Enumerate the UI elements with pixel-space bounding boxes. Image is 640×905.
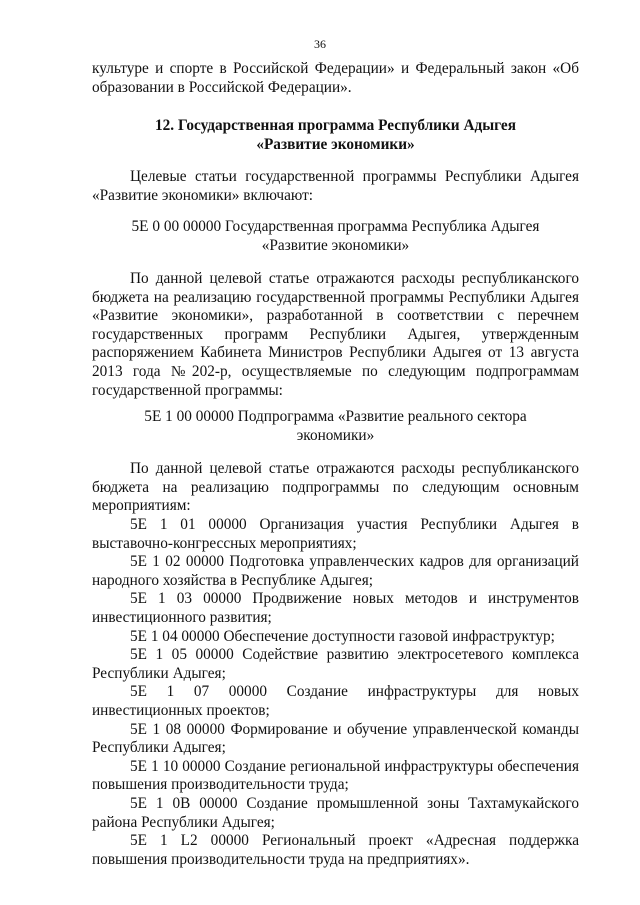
section-intro-paragraph: Целевые статьи государственной программы Республики Адыгея «Развитие экономики» включают:: [92, 168, 579, 204]
subprogram-article-line-2: экономики»: [296, 426, 375, 444]
measure-item: 5Е 1 0В 00000 Создание промышленной зоны Тахтамукайского района Республики Адыгея;: [92, 794, 579, 831]
subprogram-article-heading: [92, 408, 579, 445]
program-article-heading: [92, 218, 579, 255]
subprogram-description-paragraph: По данной целевой статье отражаются расходы республиканского бюджета на реализацию подпрограммы по следующим основным мероприятиям:: [92, 460, 579, 515]
measure-item: 5Е 1 L2 00000 Региональный проект «Адресная поддержка повышения производительности труда на предприятиях».: [92, 832, 579, 868]
program-article-line-2: «Развитие экономики»: [261, 236, 410, 254]
section-heading-line-1: 12. Государственная программа Республики Адыгея: [155, 117, 516, 134]
subprogram-article-line-1: 5Е 1 00 00000 Подпрограмма «Развитие реального сектора: [144, 408, 527, 425]
measure-item: 5Е 1 05 00000 Содействие развитию электросетевого комплекса Республики Адыгея;: [92, 646, 579, 682]
measures-list: [92, 516, 579, 869]
page-number: 36: [314, 37, 326, 51]
measure-item: 5Е 1 02 00000 Подготовка управленческих кадров для организаций народного хозяйства в Республике Адыгея;: [92, 553, 579, 589]
intro-continuation-paragraph: культуре и спорте в Российской Федерации» и Федеральный закон «Об образовании в Российской Федерации».: [92, 60, 579, 96]
section-heading-line-2: «Развитие экономики»: [256, 135, 415, 153]
measure-item: 5Е 1 08 00000 Формирование и обучение управленческой команды Республики Адыгея;: [92, 720, 579, 757]
section-heading: [92, 117, 579, 154]
measure-item: 5Е 1 04 00000 Обеспечение доступности газовой инфраструктур;: [130, 627, 555, 645]
measure-item: 5Е 1 03 00000 Продвижение новых методов и инструментов инвестиционного развития;: [92, 590, 579, 626]
program-article-line-1: 5Е 0 00 00000 Государственная программа Республика Адыгея: [131, 218, 540, 235]
program-description-paragraph: По данной целевой статье отражаются расходы республиканского бюджета на реализацию государственной программы Республики Адыгея «Развитие экономики», разработанной в соответствии с перечнем государственных программ Республики Адыгея, утвержденным распоряжением Кабинета Министров Республики Адыгея от 13 августа 2013 года №202-р, осуществляемые по следующим подпрограммам государственной программы:: [92, 270, 579, 399]
measure-item: 5Е 1 10 00000 Создание региональной инфраструктуры обеспечения повышения производительности труда;: [92, 757, 579, 794]
measure-item: 5Е 1 01 00000 Организация участия Республики Адыгея в выставочно-конгрессных мероприятиях;: [92, 516, 579, 552]
measure-item: 5Е 1 07 00000 Создание инфраструктуры для новых инвестиционных проектов;: [92, 683, 579, 719]
